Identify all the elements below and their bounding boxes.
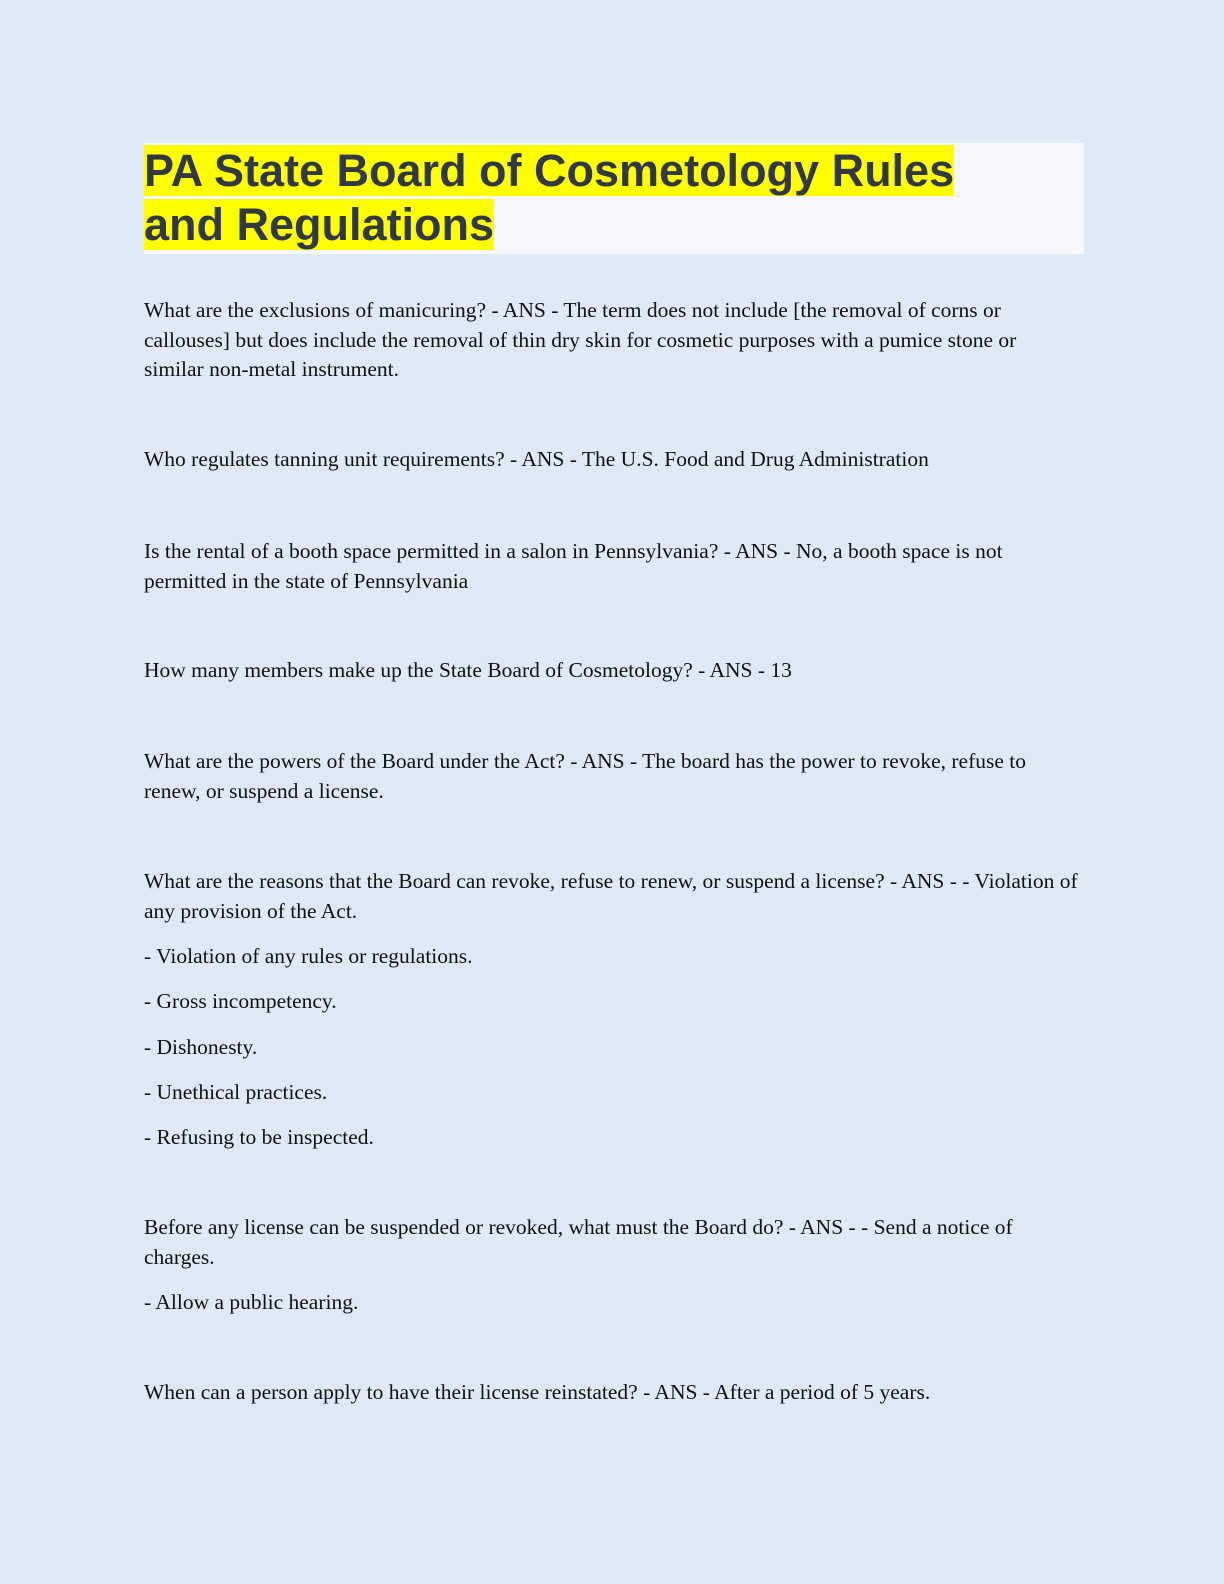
qa-item-manicuring: What are the exclusions of manicuring? - ANS - The term does not include [the removal of corns or callouses] but does include the removal of thin dry skin for cosmetic purposes with a pumice stone or similar non-metal instrument. <box>144 298 1017 381</box>
qa-item-board-powers: What are the powers of the Board under the Act? - ANS - The board has the power to revoke, refuse to renew, or suspend a license. <box>144 749 1027 803</box>
title-line-2: and Regulations <box>144 199 495 250</box>
qa-item-board-members: How many members make up the State Board of Cosmetology? - ANS - 13 <box>144 658 792 682</box>
list-item: - Violation of any rules or regulations. <box>144 944 473 968</box>
title-line-1: PA State Board of Cosmetology Rules <box>144 145 955 196</box>
list-item: - Gross incompetency. <box>144 989 337 1013</box>
list-item: - Unethical practices. <box>144 1080 328 1104</box>
list-item: - Dishonesty. <box>144 1035 258 1059</box>
title-block <box>144 143 1084 254</box>
list-item: - Refusing to be inspected. <box>144 1125 374 1149</box>
qa-item-before-suspension: Before any license can be suspended or revoked, what must the Board do? - ANS - - Send a notice of charges. <box>144 1215 1013 1269</box>
qa-item-tanning: Who regulates tanning unit requirements? - ANS - The U.S. Food and Drug Administration <box>144 447 929 471</box>
document-page <box>144 143 1084 254</box>
qa-item-revoke-reasons: What are the reasons that the Board can revoke, refuse to renew, or suspend a license? - ANS - - Violation of any provision of the Act. <box>144 869 1078 923</box>
list-item: - Allow a public hearing. <box>144 1290 359 1314</box>
qa-item-booth-rental: Is the rental of a booth space permitted in a salon in Pennsylvania? - ANS - No, a booth space is not permitted in the state of Pennsylvania <box>144 539 1003 593</box>
page-title <box>144 143 1084 252</box>
qa-item-reinstatement: When can a person apply to have their license reinstated? - ANS - After a period of 5 years. <box>144 1380 931 1404</box>
